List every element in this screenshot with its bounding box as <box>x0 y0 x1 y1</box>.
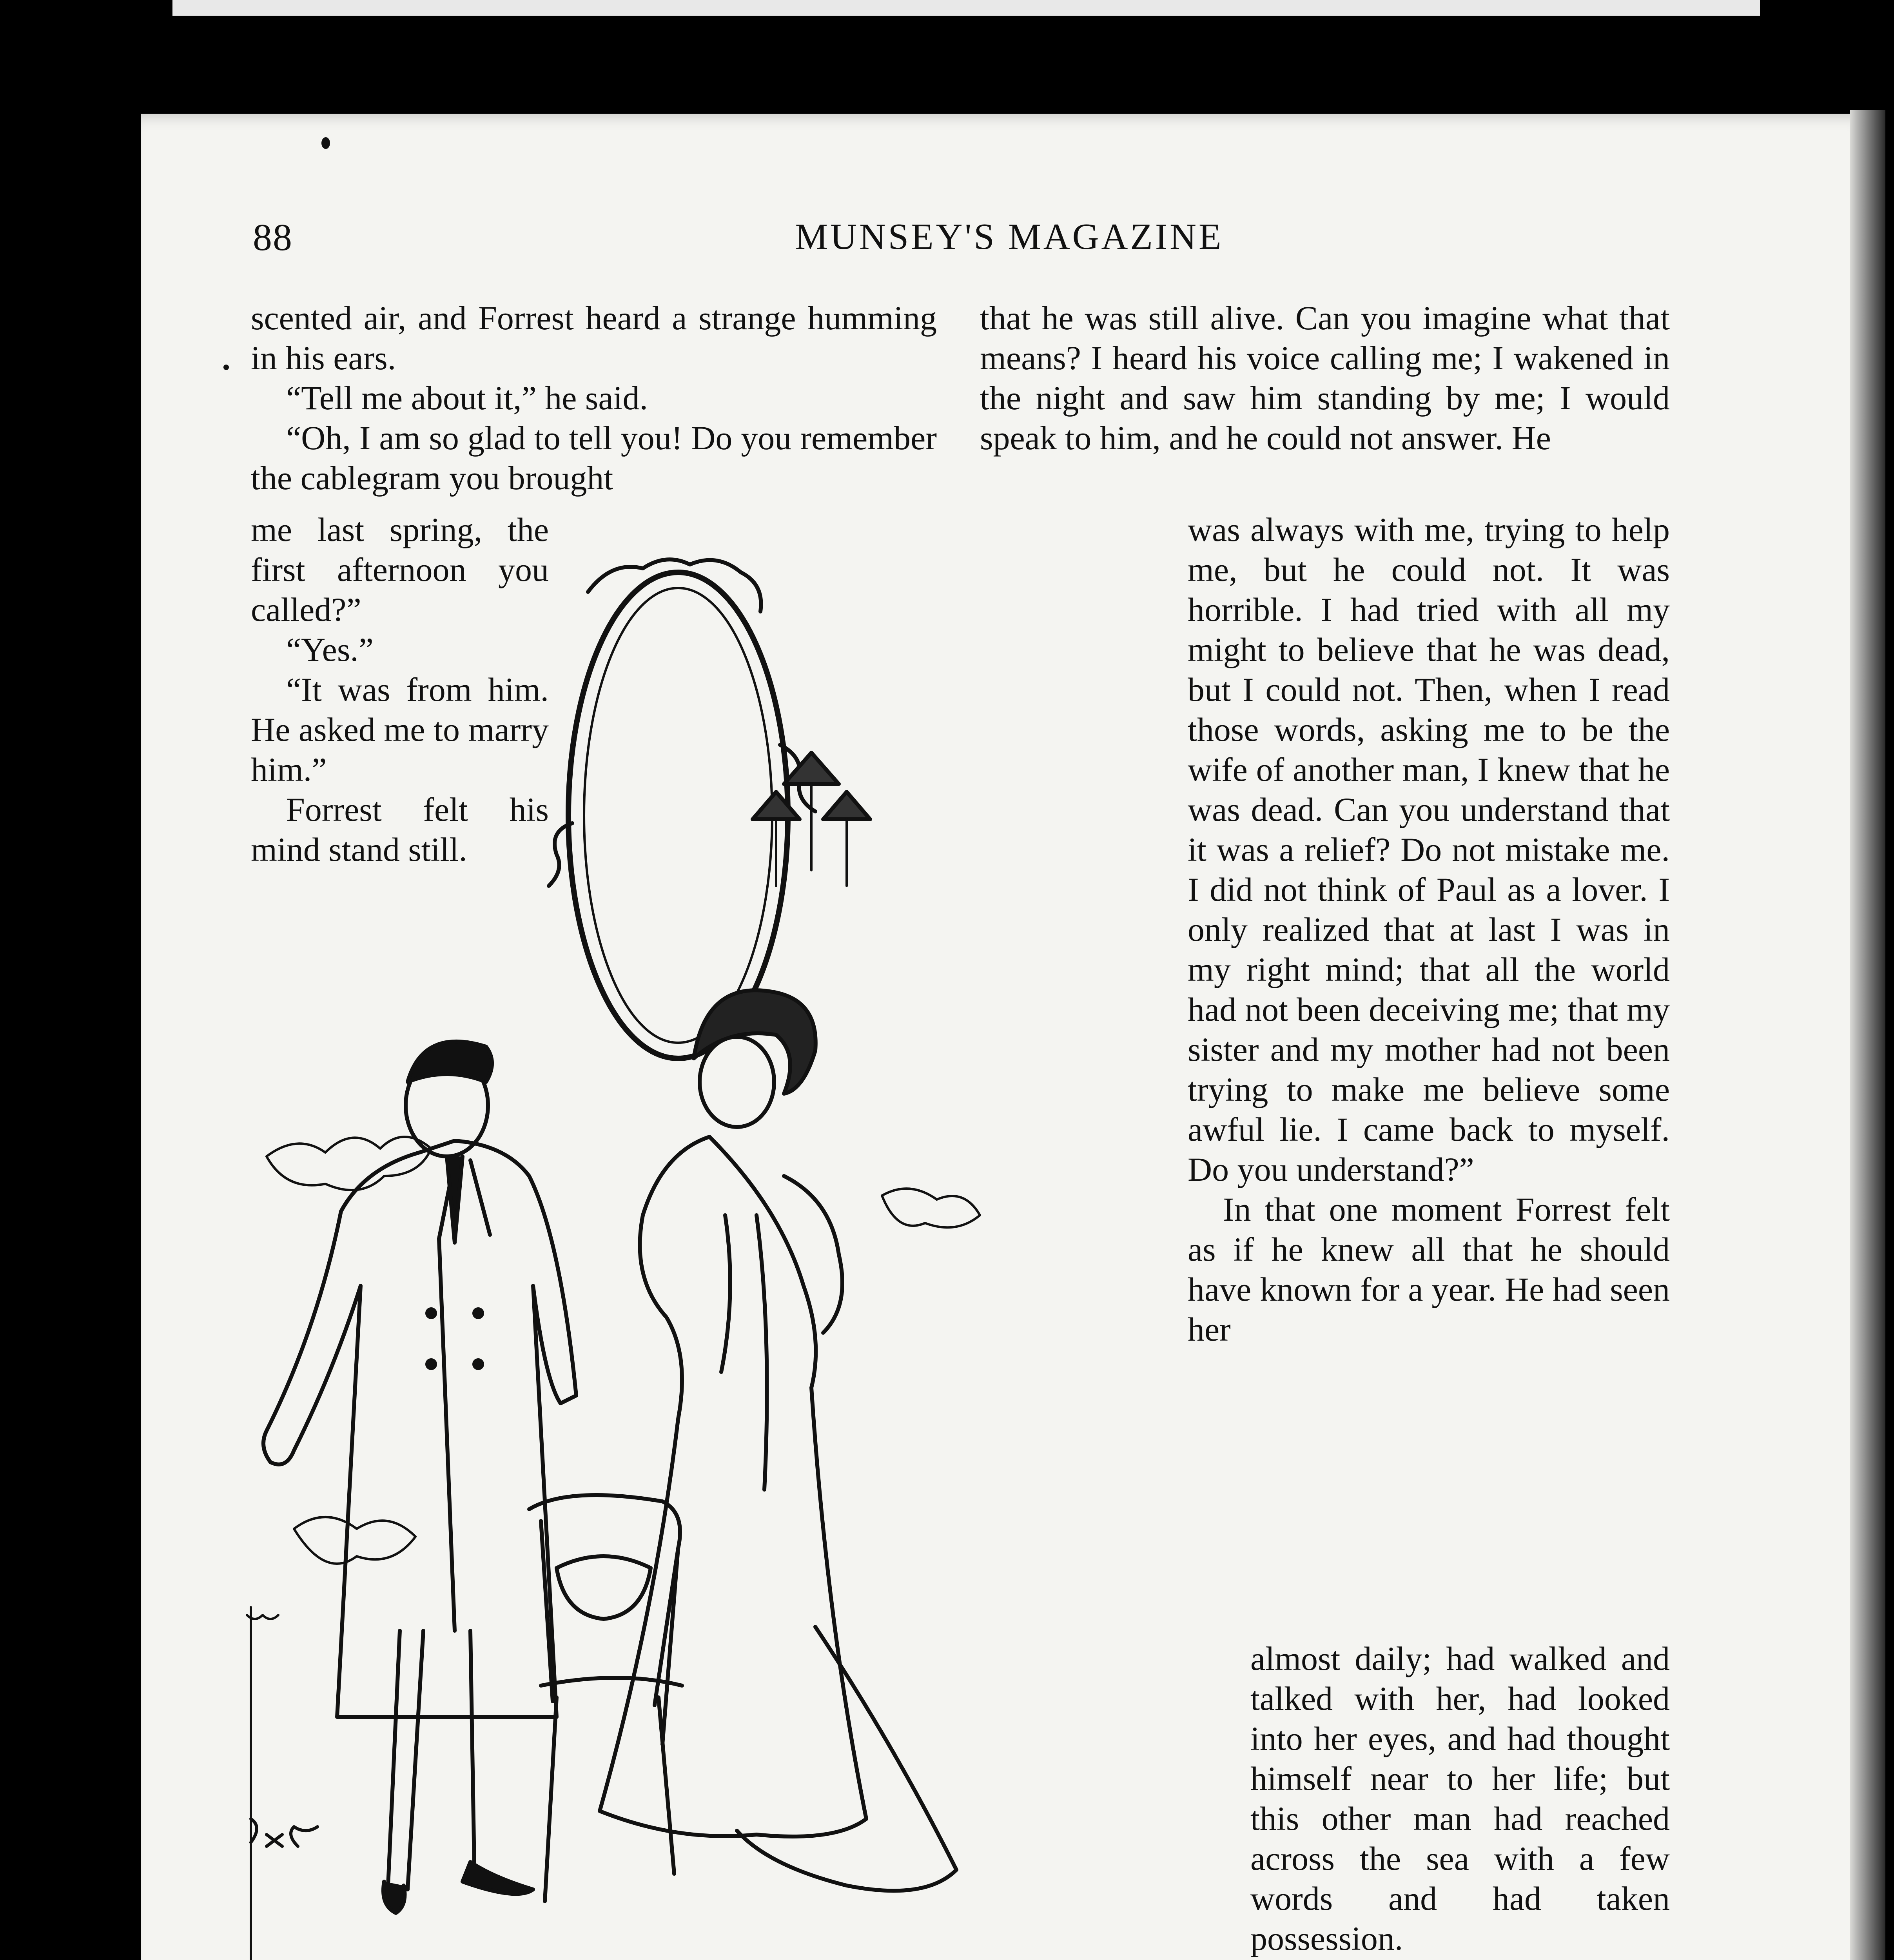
paragraph: “Tell me about it,” he said. <box>286 379 648 417</box>
paragraph: “Oh, I am so glad to tell you! Do you remember the cablegram you brought <box>251 419 937 497</box>
page-edge-shadow <box>1850 110 1885 1960</box>
running-head: MUNSEY'S MAGAZINE <box>795 216 1224 257</box>
page-number: 88 <box>253 216 293 259</box>
text-column-left-top <box>251 298 937 498</box>
paragraph: Forrest felt his mind stand still. <box>251 791 549 868</box>
paragraph: me last spring, the first afternoon you called?” <box>251 511 549 628</box>
text-column-right-mid <box>1188 510 1670 1349</box>
ink-speck <box>321 137 330 149</box>
paragraph: scented air, and Forrest heard a strange humming in his ears. <box>251 299 937 377</box>
paragraph: almost daily; had walked and talked with her, had looked into her eyes, and had thought himself near to her life; but this other man had reached across the sea with a few words and had taken possession. <box>1250 1640 1670 1957</box>
top-scan-strip <box>172 0 1760 16</box>
text-column-right-narrow <box>1250 1639 1670 1960</box>
paragraph: In that one moment Forrest felt as if he knew all that he should have known for a year. He had seen her <box>1188 1191 1670 1348</box>
ink-speck <box>223 365 229 370</box>
paragraph <box>1250 1958 1670 1960</box>
text-column-right-top <box>980 298 1670 458</box>
illustration-man-woman-mirror-icon <box>235 510 1199 1960</box>
paragraph: was always with me, trying to help me, but he could not. It was horrible. I had tried with all my might to believe that he was dead, but I could not. Then, when I read those words, asking me to be the wife of another man, I knew that he was dead. Can you understand that it was a relief? Do not mistake me. I did not think of Paul as a lover. I only realized that at last I was in my right mind; that all the world had not been deceiving me; that my sister and my mother had not been trying to make me believe some awful lie. I came back to myself. Do you understand?” <box>1188 511 1670 1188</box>
page-header <box>141 216 1878 267</box>
magazine-page <box>141 114 1878 1960</box>
paragraph: “It was from him. He asked me to marry him.” <box>251 671 549 788</box>
paragraph: that he was still alive. Can you imagine what that means? I heard his voice calling me; I wakened in the night and saw him standing by me; I would speak to him, and he could not answer. He <box>980 299 1670 457</box>
paragraph: “Yes.” <box>286 631 374 668</box>
